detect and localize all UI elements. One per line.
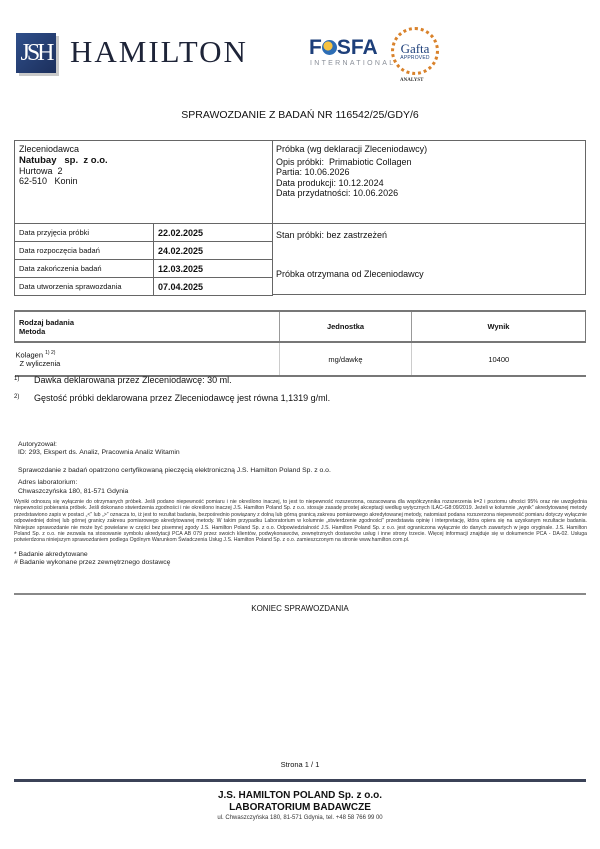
fosfa-logo [309, 36, 378, 60]
client-box [14, 140, 273, 224]
footnote-text: Gęstość próbki deklarowana przez Zleceniodawcę jest równa 1,1319 g/ml. [34, 393, 331, 403]
footer-address: ul. Chwaszczyńska 180, 81-571 Gdynia, tel. +48 58 766 99 00 [217, 815, 383, 821]
sample-state: Stan próbki: bez zastrzeżeń [276, 230, 388, 240]
dates-table [14, 223, 273, 296]
seal-note: Sprawozdanie z badań opatrzono certyfikowaną pieczęcią elektroniczną J.S. Hamilton Poland Sp. z o.o. [18, 467, 331, 474]
gafta-badge-caption: ANALYST [400, 78, 424, 83]
sample-description: Opis próbki: Primabiotic Collagen [276, 156, 412, 167]
header-result: Wynik [412, 311, 586, 342]
footnote [14, 393, 330, 403]
end-of-report: KONIEC SPRAWOZDANIA [251, 604, 349, 613]
sample-label: Próbka (wg deklaracji Zleceniodawcy) [276, 144, 428, 154]
page-number: Strona 1 / 1 [280, 760, 320, 769]
gafta-badge-title: Gafta [400, 40, 430, 56]
footer-divider [14, 779, 586, 782]
result-test-marks: 1) 2) [45, 349, 56, 356]
footer-lab: LABORATORIUM BADAWCZE [229, 802, 371, 813]
table-row [15, 278, 273, 296]
date-value: 07.04.2025 [154, 278, 273, 296]
divider [14, 593, 586, 595]
jsh-logo-icon: JSH [16, 33, 56, 73]
result-test-name: Kolagen [15, 350, 44, 360]
footnote [14, 375, 232, 385]
table-row [15, 260, 273, 278]
header-method-label: Metoda [19, 326, 46, 336]
sample-batch: Partia: 10.06.2026 [276, 167, 350, 177]
client-name: Natubay sp. z o.o. [19, 154, 108, 166]
fosfa-logo-text-pre: F [309, 36, 322, 59]
legend-external: # Badanie wykonane przez zewnętrznego dostawcę [14, 559, 171, 566]
date-label: Data rozpoczęcia badań [15, 242, 154, 260]
table-row [15, 342, 586, 376]
report-title: SPRAWOZDANIE Z BADAŃ NR 116542/25/GDY/6 [181, 109, 419, 121]
result-test-cell [15, 342, 280, 376]
gafta-badge-subtitle: APPROVED [400, 54, 430, 61]
sample-origin: Próbka otrzymana od Zleceniodawcy [276, 269, 424, 279]
sample-expiry-date: Data przydatności: 10.06.2026 [276, 188, 399, 198]
sample-box [272, 140, 586, 224]
authorization-label: Autoryzował: [18, 441, 57, 448]
client-city: 62-510 Konin [19, 176, 78, 186]
globe-icon [322, 40, 337, 55]
legend-accredited: * Badanie akredytowane [14, 551, 88, 558]
fosfa-logo-subtitle: INTERNATIONAL [310, 60, 396, 67]
results-header-row [15, 311, 586, 342]
date-value: 22.02.2025 [154, 224, 273, 242]
sample-production-date: Data produkcji: 10.12.2024 [276, 177, 384, 188]
result-value: 10400 [412, 342, 586, 376]
date-value: 12.03.2025 [154, 260, 273, 278]
table-row [15, 242, 273, 260]
header-test-type-label: Rodzaj badania [19, 317, 75, 327]
date-value: 24.02.2025 [154, 242, 273, 260]
footnote-text: Dawka deklarowana przez Zleceniodawcę: 30 ml. [34, 375, 232, 385]
lab-address-label: Adres laboratorium: [18, 479, 78, 486]
table-row [15, 224, 273, 242]
results-table [14, 310, 586, 377]
gafta-badge-icon [391, 27, 439, 75]
date-label: Data przyjęcia próbki [15, 224, 154, 242]
fine-print: Wyniki odnoszą się wyłącznie do otrzymanych próbek. Jeśli podano niepewność pomiaru i nie określono inaczej, to jest to niepewność rozszerzona, oszacowana dla współczynnika rozszerzenia k=2 i poziomu ufności 95% oraz nie uwzględnia niepewności pobierania próbek. Jeśli dokonano stwierdzenia zgodności i nie określono inaczej J.S. Hamilton Poland Sp. z o.o. stosuje zasadę prostej akceptacji według wytycznych ILAC-G8:09/2019. Jeżeli w kolumnie „wynik” akredytowanej metody przedstawiono zapis w postaci „<” lub „>” oznacza to, iż jest to rezultat badania, bezpośrednio powiązany z dolną lub górną granicą zakresu pomiarowego akredytowanej metody, natomiast podana rozszerzona niepewność pomiaru dotyczy wyłącznie odpowiedniej dolnej lub górnej granicy zakresu pomiarowego akredytowanej metody. W takim przypadku Laboratorium w kolumnie „stwierdzenie zgodności” przedstawia opinię i interpretację, która opiera się na uzyskanym rezultacie badania. Niniejsze sprawozdanie nie może być powielane w części bez pisemnej zgody J.S. Hamilton Poland Sp. z o.o. Odpowiedzialność J.S. Hamilton Poland Sp. z o.o. jest ograniczona wyłącznie do danych zawartych w jego oryginale. J.S. Hamilton Poland Sp. z o.o. nie zezwala na stosowanie symbolu akredytacji PCA AB 079 przez swoich klientów, podwykonawców, zewnętrznych dostawców usług i inne strony trzecie. Więcej informacji znajduje się w dokumencie PCA - DA-02. Usługa potwierdzona niniejszym sprawozdaniem podlega Ogólnym Warunkom Świadczenia Usług J.S. Hamilton Poland Sp. z o.o. zamieszczonym na stronie www.hamilton.com.pl. [14, 499, 587, 544]
result-unit: mg/dawkę [280, 342, 412, 376]
lab-address-value: Chwaszczyńska 180, 81-571 Gdynia [18, 488, 129, 495]
authorization-person: ID: 293, Ekspert ds. Analiz, Pracownia Analiz Witamin [18, 449, 180, 456]
date-label: Data zakończenia badań [15, 260, 154, 278]
footer-company: J.S. HAMILTON POLAND Sp. z o.o. [217, 790, 383, 801]
client-label: Zleceniodawca [19, 144, 80, 154]
hamilton-logo-text: HAMILTON [70, 34, 248, 69]
header-test-type [15, 311, 280, 342]
header-unit: Jednostka [280, 311, 412, 342]
footnote-number: 1) [14, 376, 20, 382]
date-label: Data utworzenia sprawozdania [15, 278, 154, 296]
sample-state-box [272, 223, 586, 295]
fosfa-logo-text-post: SFA [336, 36, 378, 59]
client-street: Hurtowa 2 [19, 165, 63, 176]
footnote-number: 2) [14, 394, 20, 400]
result-method: Z wyliczenia [19, 359, 61, 369]
